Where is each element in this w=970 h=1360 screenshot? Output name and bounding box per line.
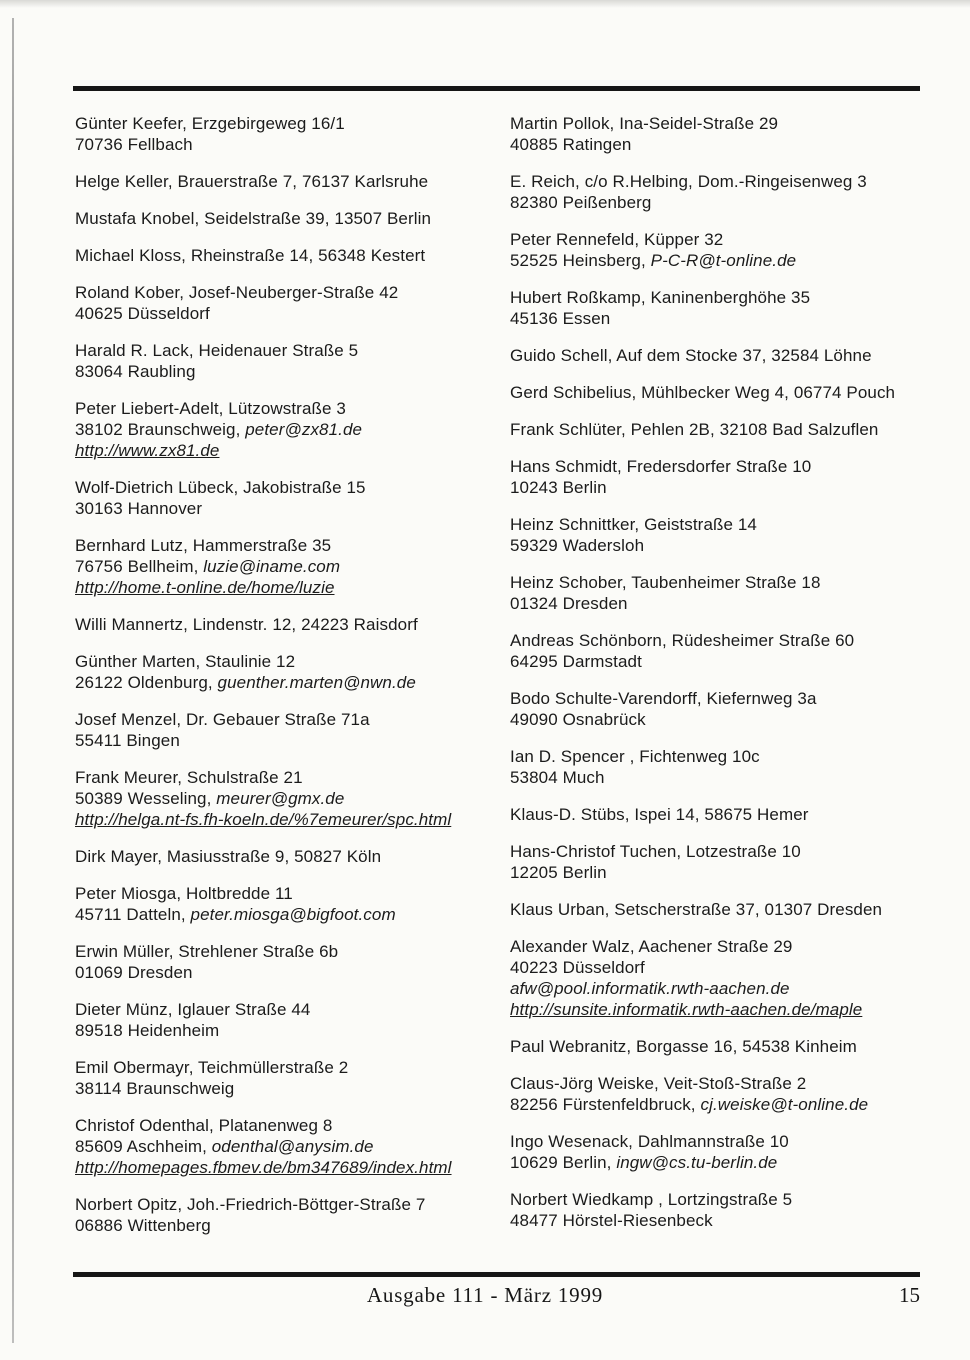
email-text: P-C-R@t-online.de xyxy=(650,251,797,270)
address-line xyxy=(75,1136,505,1157)
address-line xyxy=(510,514,962,535)
address-text: Hans Schmidt, Fredersdorfer Straße 10 xyxy=(510,457,812,476)
address-line xyxy=(75,614,505,635)
address-text: Guido Schell, Auf dem Stocke 37, 32584 Löhne xyxy=(510,346,872,365)
address-line xyxy=(75,846,505,867)
address-entry xyxy=(510,171,962,213)
address-text: 49090 Osnabrück xyxy=(510,710,646,729)
address-line xyxy=(510,630,962,651)
address-entry xyxy=(75,398,505,461)
address-entry xyxy=(75,1057,505,1099)
address-text: Dirk Mayer, Masiusstraße 9, 50827 Köln xyxy=(75,847,382,866)
address-line xyxy=(75,1157,505,1178)
address-text: Josef Menzel, Dr. Gebauer Straße 71a xyxy=(75,710,370,729)
address-line xyxy=(510,593,962,614)
address-line xyxy=(75,208,505,229)
email-text: peter.miosga@bigfoot.com xyxy=(190,905,396,924)
address-line xyxy=(75,767,505,788)
address-line xyxy=(75,904,505,925)
address-line xyxy=(510,767,962,788)
address-entry xyxy=(510,630,962,672)
address-entry xyxy=(510,419,962,440)
address-text: Heinz Schober, Taubenheimer Straße 18 xyxy=(510,573,821,592)
address-line xyxy=(75,999,505,1020)
address-text: Andreas Schönborn, Rüdesheimer Straße 60 xyxy=(510,631,855,650)
address-text: Klaus-D. Stübs, Ispei 14, 58675 Hemer xyxy=(510,805,809,824)
address-line xyxy=(510,113,962,134)
address-line xyxy=(510,978,962,999)
address-text: E. Reich, c/o R.Helbing, Dom.-Ringeisenweg 3 xyxy=(510,172,867,191)
address-line xyxy=(510,134,962,155)
address-line xyxy=(75,556,505,577)
address-text: 64295 Darmstadt xyxy=(510,652,642,671)
address-text: Norbert Wiedkamp , Lortzingstraße 5 xyxy=(510,1190,793,1209)
address-entry xyxy=(510,1131,962,1173)
address-entry xyxy=(75,208,505,229)
address-text: 38102 Braunschweig, xyxy=(75,420,246,439)
scan-top-edge-artifact xyxy=(0,0,970,8)
address-line xyxy=(510,862,962,883)
address-line xyxy=(510,171,962,192)
address-line xyxy=(75,883,505,904)
email-text: luzie@iname.com xyxy=(203,557,341,576)
address-entry xyxy=(510,382,962,403)
address-entry xyxy=(75,1115,505,1178)
footer-issue-label: Ausgabe 111 - März 1999 xyxy=(366,1283,604,1307)
address-line xyxy=(75,134,505,155)
address-line xyxy=(75,398,505,419)
address-text: Ian D. Spencer , Fichtenweg 10c xyxy=(510,747,760,766)
address-line xyxy=(510,456,962,477)
address-entry xyxy=(510,899,962,920)
address-text: Claus-Jörg Weiske, Veit-Stoß-Straße 2 xyxy=(510,1074,807,1093)
address-line xyxy=(510,250,962,271)
url-text: http://home.t-online.de/home/luzie xyxy=(75,578,335,597)
address-line xyxy=(510,345,962,366)
address-text: 89518 Heidenheim xyxy=(75,1021,220,1040)
url-text: http://www.zx81.de xyxy=(75,441,220,460)
address-line xyxy=(510,308,962,329)
address-text: Peter Rennefeld, Küpper 32 xyxy=(510,230,724,249)
address-text: Harald R. Lack, Heidenauer Straße 5 xyxy=(75,341,359,360)
address-line xyxy=(75,282,505,303)
address-entry xyxy=(75,477,505,519)
address-text: Gerd Schibelius, Mühlbecker Weg 4, 06774 Pouch xyxy=(510,383,896,402)
address-entry xyxy=(75,245,505,266)
address-line xyxy=(75,113,505,134)
address-line xyxy=(510,572,962,593)
address-text: Frank Meurer, Schulstraße 21 xyxy=(75,768,303,787)
address-text: Hans-Christof Tuchen, Lotzestraße 10 xyxy=(510,842,801,861)
address-line xyxy=(75,1057,505,1078)
address-text: 40625 Düsseldorf xyxy=(75,304,210,323)
top-divider-rule xyxy=(73,86,920,91)
address-text: 70736 Fellbach xyxy=(75,135,193,154)
address-line xyxy=(75,941,505,962)
address-line xyxy=(510,899,962,920)
address-line xyxy=(510,1036,962,1057)
address-line xyxy=(510,688,962,709)
address-text: Willi Mannertz, Lindenstr. 12, 24223 Raisdorf xyxy=(75,615,418,634)
address-text: 83064 Raubling xyxy=(75,362,196,381)
address-line xyxy=(75,809,505,830)
address-text: Bodo Schulte-Varendorff, Kiefernweg 3a xyxy=(510,689,817,708)
address-line xyxy=(510,999,962,1020)
address-line xyxy=(75,303,505,324)
address-line xyxy=(510,229,962,250)
address-text: Ingo Wesenack, Dahlmannstraße 10 xyxy=(510,1132,789,1151)
address-text: Hubert Roßkamp, Kaninenberghöhe 35 xyxy=(510,288,811,307)
footer-divider-rule xyxy=(73,1272,920,1277)
address-text: 06886 Wittenberg xyxy=(75,1216,211,1235)
address-entry xyxy=(510,113,962,155)
address-line xyxy=(510,1210,962,1231)
address-text: Christof Odenthal, Platanenweg 8 xyxy=(75,1116,333,1135)
address-entry xyxy=(75,999,505,1041)
address-text: 12205 Berlin xyxy=(510,863,607,882)
address-line xyxy=(75,577,505,598)
address-line xyxy=(75,498,505,519)
address-entry xyxy=(75,709,505,751)
address-text: 38114 Braunschweig xyxy=(75,1079,235,1098)
address-line xyxy=(75,788,505,809)
address-entry xyxy=(75,340,505,382)
address-text: Peter Miosga, Holtbredde 11 xyxy=(75,884,293,903)
address-entry xyxy=(510,1189,962,1231)
address-text: 45136 Essen xyxy=(510,309,611,328)
address-line xyxy=(75,1078,505,1099)
address-entry xyxy=(75,651,505,693)
address-entry xyxy=(510,345,962,366)
address-entry xyxy=(510,514,962,556)
address-line xyxy=(510,192,962,213)
address-text: Michael Kloss, Rheinstraße 14, 56348 Kestert xyxy=(75,246,426,265)
url-text: http://helga.nt-fs.fh-koeln.de/%7emeurer/spc.html xyxy=(75,810,452,829)
address-text: Bernhard Lutz, Hammerstraße 35 xyxy=(75,536,332,555)
address-text: Günther Marten, Staulinie 12 xyxy=(75,652,296,671)
address-line xyxy=(510,841,962,862)
address-text: Alexander Walz, Aachener Straße 29 xyxy=(510,937,793,956)
address-entry xyxy=(75,1194,505,1236)
address-text: Klaus Urban, Setscherstraße 37, 01307 Dresden xyxy=(510,900,883,919)
address-text: 26122 Oldenburg, xyxy=(75,673,218,692)
email-text: afw@pool.informatik.rwth-aachen.de xyxy=(510,979,790,998)
address-text: Mustafa Knobel, Seidelstraße 39, 13507 Berlin xyxy=(75,209,432,228)
address-entry xyxy=(510,572,962,614)
address-line xyxy=(510,651,962,672)
address-text: Norbert Opitz, Joh.-Friedrich-Böttger-Straße 7 xyxy=(75,1195,426,1214)
scan-left-edge-artifact xyxy=(12,18,14,1343)
address-line xyxy=(75,1194,505,1215)
address-entry xyxy=(75,941,505,983)
address-line xyxy=(75,730,505,751)
address-text: Wolf-Dietrich Lübeck, Jakobistraße 15 xyxy=(75,478,366,497)
address-line xyxy=(75,361,505,382)
address-line xyxy=(75,440,505,461)
address-entry xyxy=(510,804,962,825)
address-entry xyxy=(75,535,505,598)
address-line xyxy=(510,957,962,978)
address-line xyxy=(510,1094,962,1115)
address-text: 82256 Fürstenfeldbruck, xyxy=(510,1095,701,1114)
address-text: Paul Webranitz, Borgasse 16, 54538 Kinheim xyxy=(510,1037,857,1056)
address-line xyxy=(510,477,962,498)
address-text: 76756 Bellheim, xyxy=(75,557,204,576)
address-text: Helge Keller, Brauerstraße 7, 76137 Karlsruhe xyxy=(75,172,429,191)
email-text: peter@zx81.de xyxy=(245,420,363,439)
address-text: Heinz Schnittker, Geiststraße 14 xyxy=(510,515,757,534)
address-entry xyxy=(510,746,962,788)
address-text: 01324 Dresden xyxy=(510,594,628,613)
url-text: http://homepages.fbmev.de/bm347689/index.html xyxy=(75,1158,452,1177)
email-text: odenthal@anysim.de xyxy=(211,1137,374,1156)
email-text: meurer@gmx.de xyxy=(216,789,345,808)
address-entry xyxy=(75,614,505,635)
address-line xyxy=(75,962,505,983)
address-text: 40885 Ratingen xyxy=(510,135,632,154)
address-line xyxy=(510,936,962,957)
address-text: Peter Liebert-Adelt, Lützowstraße 3 xyxy=(75,399,346,418)
address-line xyxy=(510,1073,962,1094)
address-entry xyxy=(510,456,962,498)
address-text: Frank Schlüter, Pehlen 2B, 32108 Bad Salzuflen xyxy=(510,420,879,439)
address-entry xyxy=(510,287,962,329)
address-text: 45711 Datteln, xyxy=(75,905,191,924)
address-entry xyxy=(510,229,962,271)
address-line xyxy=(510,287,962,308)
address-line xyxy=(75,171,505,192)
url-text: http://sunsite.informatik.rwth-aachen.de/maple xyxy=(510,1000,863,1019)
address-text: Martin Pollok, Ina-Seidel-Straße 29 xyxy=(510,114,779,133)
address-line xyxy=(510,804,962,825)
address-entry xyxy=(75,767,505,830)
address-entry xyxy=(510,1073,962,1115)
address-entry xyxy=(510,688,962,730)
address-line xyxy=(75,419,505,440)
address-text: 52525 Heinsberg, xyxy=(510,251,651,270)
address-text: 40223 Düsseldorf xyxy=(510,958,645,977)
address-text: 82380 Peißenberg xyxy=(510,193,652,212)
address-column-right xyxy=(510,113,962,1247)
address-entry xyxy=(510,1036,962,1057)
email-text: cj.weiske@t-online.de xyxy=(700,1095,869,1114)
address-line xyxy=(75,709,505,730)
address-text: 50389 Wesseling, xyxy=(75,789,217,808)
address-text: Emil Obermayr, Teichmüllerstraße 2 xyxy=(75,1058,349,1077)
address-text: 48477 Hörstel-Riesenbeck xyxy=(510,1211,713,1230)
address-text: 85609 Aschheim, xyxy=(75,1137,212,1156)
address-entry xyxy=(75,883,505,925)
address-line xyxy=(510,1189,962,1210)
address-text: Roland Kober, Josef-Neuberger-Straße 42 xyxy=(75,283,399,302)
address-line xyxy=(75,245,505,266)
address-column-left xyxy=(75,113,505,1252)
email-text: guenther.marten@nwn.de xyxy=(217,673,416,692)
address-text: Dieter Münz, Iglauer Straße 44 xyxy=(75,1000,311,1019)
address-line xyxy=(75,535,505,556)
address-text: 59329 Wadersloh xyxy=(510,536,645,555)
address-line xyxy=(510,1152,962,1173)
address-text: 10629 Berlin, xyxy=(510,1153,617,1172)
address-line xyxy=(75,1115,505,1136)
email-text: ingw@cs.tu-berlin.de xyxy=(616,1153,778,1172)
address-line xyxy=(75,477,505,498)
address-line xyxy=(75,651,505,672)
address-line xyxy=(75,1020,505,1041)
address-text: Erwin Müller, Strehlener Straße 6b xyxy=(75,942,339,961)
address-line xyxy=(75,340,505,361)
address-entry xyxy=(75,171,505,192)
address-text: 55411 Bingen xyxy=(75,731,180,750)
address-text: 53804 Much xyxy=(510,768,605,787)
address-line xyxy=(510,535,962,556)
address-entry xyxy=(510,936,962,1020)
address-text: 30163 Hannover xyxy=(75,499,203,518)
address-line xyxy=(510,1131,962,1152)
address-line xyxy=(75,672,505,693)
address-line xyxy=(75,1215,505,1236)
address-text: 10243 Berlin xyxy=(510,478,607,497)
address-text: 01069 Dresden xyxy=(75,963,193,982)
address-line xyxy=(510,746,962,767)
address-line xyxy=(510,709,962,730)
page-number: 15 xyxy=(899,1283,920,1307)
address-line xyxy=(510,382,962,403)
address-entry xyxy=(75,282,505,324)
address-entry xyxy=(75,846,505,867)
address-entry xyxy=(510,841,962,883)
address-entry xyxy=(75,113,505,155)
address-text: Günter Keefer, Erzgebirgeweg 16/1 xyxy=(75,114,345,133)
address-line xyxy=(510,419,962,440)
